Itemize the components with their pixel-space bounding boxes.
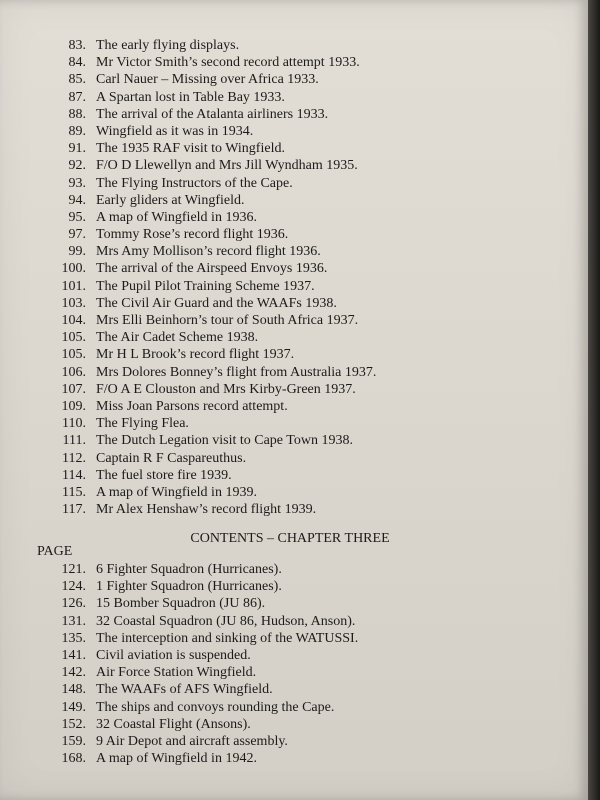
contents-entry — [40, 664, 358, 681]
entry-page-number: 159. — [61, 733, 86, 749]
entry-title: The Dutch Legation visit to Cape Town 1938. — [96, 433, 353, 449]
entry-title: Miss Joan Parsons record attempt. — [96, 398, 288, 414]
entry-page-number: 92. — [68, 158, 86, 174]
entry-page-number: 97. — [68, 227, 86, 243]
entry-title: Mr Alex Henshaw’s record flight 1939. — [96, 502, 317, 518]
entry-page-number: 121. — [61, 562, 86, 577]
entry-title: Mrs Dolores Bonney’s flight from Australia 1937. — [96, 364, 377, 380]
entry-page-number: 89. — [68, 123, 86, 139]
entry-title: Air Force Station Wingfield. — [96, 665, 257, 681]
entry-page-number: 87. — [68, 89, 86, 105]
entry-page-number: 105. — [61, 347, 86, 363]
contents-entry — [40, 578, 358, 595]
contents-entry — [40, 561, 358, 578]
contents-entry — [40, 54, 376, 71]
entry-title: The Flying Instructors of the Cape. — [96, 175, 293, 191]
entry-page-number: 114. — [62, 467, 86, 483]
entry-page-number: 84. — [68, 55, 86, 71]
entry-page-number: 85. — [68, 72, 86, 88]
contents-entry — [40, 432, 376, 449]
entry-title: Captain R F Caspareuthus. — [96, 450, 247, 466]
entry-page-number: 94. — [68, 192, 86, 208]
entry-title: Mr Victor Smith’s second record attempt 1933. — [96, 55, 360, 71]
entry-title: 32 Coastal Flight (Ansons). — [96, 716, 251, 732]
entry-title: 32 Coastal Squadron (JU 86, Hudson, Anson). — [96, 613, 356, 629]
contents-entry — [40, 381, 376, 398]
entry-page-number: 107. — [61, 381, 86, 397]
entry-title: F/O A E Clouston and Mrs Kirby-Green 1937. — [96, 381, 356, 397]
contents-entry — [40, 278, 376, 295]
entry-title: 6 Fighter Squadron (Hurricanes). — [96, 562, 282, 577]
contents-entry — [40, 595, 358, 612]
entry-page-number: 104. — [61, 313, 86, 328]
chapter-three-heading — [0, 531, 588, 547]
contents-entry — [40, 140, 376, 157]
entry-title: 9 Air Depot and aircraft assembly. — [96, 733, 288, 749]
contents-entry — [40, 716, 358, 733]
entry-page-number: 142. — [61, 665, 86, 681]
entry-page-number: 111. — [62, 433, 86, 449]
entry-title: The arrival of the Atalanta airliners 1933. — [96, 106, 329, 122]
entry-title: The fuel store fire 1939. — [96, 467, 232, 483]
entry-title: The Pupil Pilot Training Scheme 1937. — [96, 278, 315, 294]
contents-entry — [40, 699, 358, 716]
entry-title: Mrs Amy Mollison’s record flight 1936. — [96, 244, 321, 260]
contents-entry — [40, 175, 376, 192]
entry-title: Civil aviation is suspended. — [96, 647, 251, 663]
entry-title: Wingfield as it was in 1934. — [96, 123, 254, 139]
entry-page-number: 100. — [61, 261, 86, 277]
entry-title: Early gliders at Wingfield. — [96, 192, 245, 208]
contents-entry — [40, 467, 376, 484]
entry-title: F/O D Llewellyn and Mrs Jill Wyndham 1935. — [96, 158, 358, 174]
entry-page-number: 124. — [61, 579, 86, 595]
entry-title: A map of Wingfield in 1942. — [96, 751, 257, 767]
contents-entry — [40, 630, 358, 647]
chapter-three-contents-list — [40, 561, 358, 767]
entry-title: The early flying displays. — [96, 38, 240, 53]
contents-entry — [40, 106, 376, 123]
contents-entry — [40, 157, 376, 174]
entry-page-number: 103. — [61, 295, 86, 311]
contents-entry — [40, 681, 358, 698]
contents-entry — [40, 329, 376, 346]
contents-entry — [40, 243, 376, 260]
contents-entry — [40, 37, 376, 54]
entry-title: The Air Cadet Scheme 1938. — [96, 330, 259, 346]
entry-page-number: 106. — [61, 364, 86, 380]
entry-title: The WAAFs of AFS Wingfield. — [96, 682, 273, 698]
entry-page-number: 148. — [61, 682, 86, 698]
entry-page-number: 112. — [62, 450, 86, 466]
entry-title: The interception and sinking of the WATUSSI. — [96, 630, 359, 646]
entry-title: Tommy Rose’s record flight 1936. — [96, 227, 289, 243]
contents-entry — [40, 312, 376, 329]
entry-title: A map of Wingfield in 1936. — [96, 209, 257, 225]
entry-title: The ships and convoys rounding the Cape. — [96, 699, 335, 715]
entry-title: 15 Bomber Squadron (JU 86). — [96, 596, 266, 612]
entry-page-number: 149. — [61, 699, 86, 715]
entry-page-number: 117. — [62, 502, 86, 518]
book-edge-shadow — [588, 0, 600, 800]
contents-entry — [40, 123, 376, 140]
contents-entry — [40, 192, 376, 209]
entry-page-number: 126. — [61, 596, 86, 612]
entry-page-number: 88. — [68, 106, 86, 122]
entry-title: Carl Nauer – Missing over Africa 1933. — [96, 72, 319, 88]
contents-entry — [40, 226, 376, 243]
chapter-two-contents-list — [40, 37, 376, 518]
contents-entry — [40, 295, 376, 312]
entry-page-number: 110. — [62, 416, 86, 432]
entry-page-number: 99. — [68, 244, 86, 260]
entry-title: Mr H L Brook’s record flight 1937. — [96, 347, 295, 363]
entry-page-number: 141. — [61, 647, 86, 663]
contents-entry — [40, 733, 358, 750]
contents-entry — [40, 89, 376, 106]
entry-page-number: 168. — [61, 751, 86, 767]
contents-entry — [40, 647, 358, 664]
contents-entry — [40, 364, 376, 381]
entry-title: A map of Wingfield in 1939. — [96, 484, 257, 500]
entry-page-number: 83. — [68, 38, 86, 53]
entry-page-number: 105. — [61, 330, 86, 346]
entry-title: The Civil Air Guard and the WAAFs 1938. — [96, 295, 337, 311]
contents-entry — [40, 484, 376, 501]
contents-entry — [40, 501, 376, 518]
contents-entry — [40, 71, 376, 88]
entry-title: Mrs Elli Beinhorn’s tour of South Africa 1937. — [96, 313, 359, 328]
contents-entry — [40, 415, 376, 432]
entry-page-number: 93. — [68, 175, 86, 191]
contents-entry — [40, 450, 376, 467]
entry-title: The arrival of the Airspeed Envoys 1936. — [96, 261, 328, 277]
entry-page-number: 109. — [61, 398, 86, 414]
entry-title: A Spartan lost in Table Bay 1933. — [96, 89, 285, 105]
entry-page-number: 115. — [62, 484, 86, 500]
page-column-label: PAGE — [37, 544, 73, 559]
entry-title: The 1935 RAF visit to Wingfield. — [96, 141, 285, 157]
entry-page-number: 91. — [68, 141, 86, 157]
chapter-three-heading-text: CONTENTS – CHAPTER THREE — [190, 531, 390, 546]
contents-entry — [40, 398, 376, 415]
contents-entry — [40, 613, 358, 630]
entry-page-number: 101. — [61, 278, 86, 294]
contents-entry — [40, 346, 376, 363]
contents-entry — [40, 209, 376, 226]
contents-entry — [40, 750, 358, 767]
entry-page-number: 95. — [68, 209, 86, 225]
entry-page-number: 152. — [61, 716, 86, 732]
entry-title: 1 Fighter Squadron (Hurricanes). — [96, 579, 282, 595]
entry-title: The Flying Flea. — [96, 416, 189, 432]
contents-entry — [40, 260, 376, 277]
entry-page-number: 135. — [61, 630, 86, 646]
entry-page-number: 131. — [61, 613, 86, 629]
